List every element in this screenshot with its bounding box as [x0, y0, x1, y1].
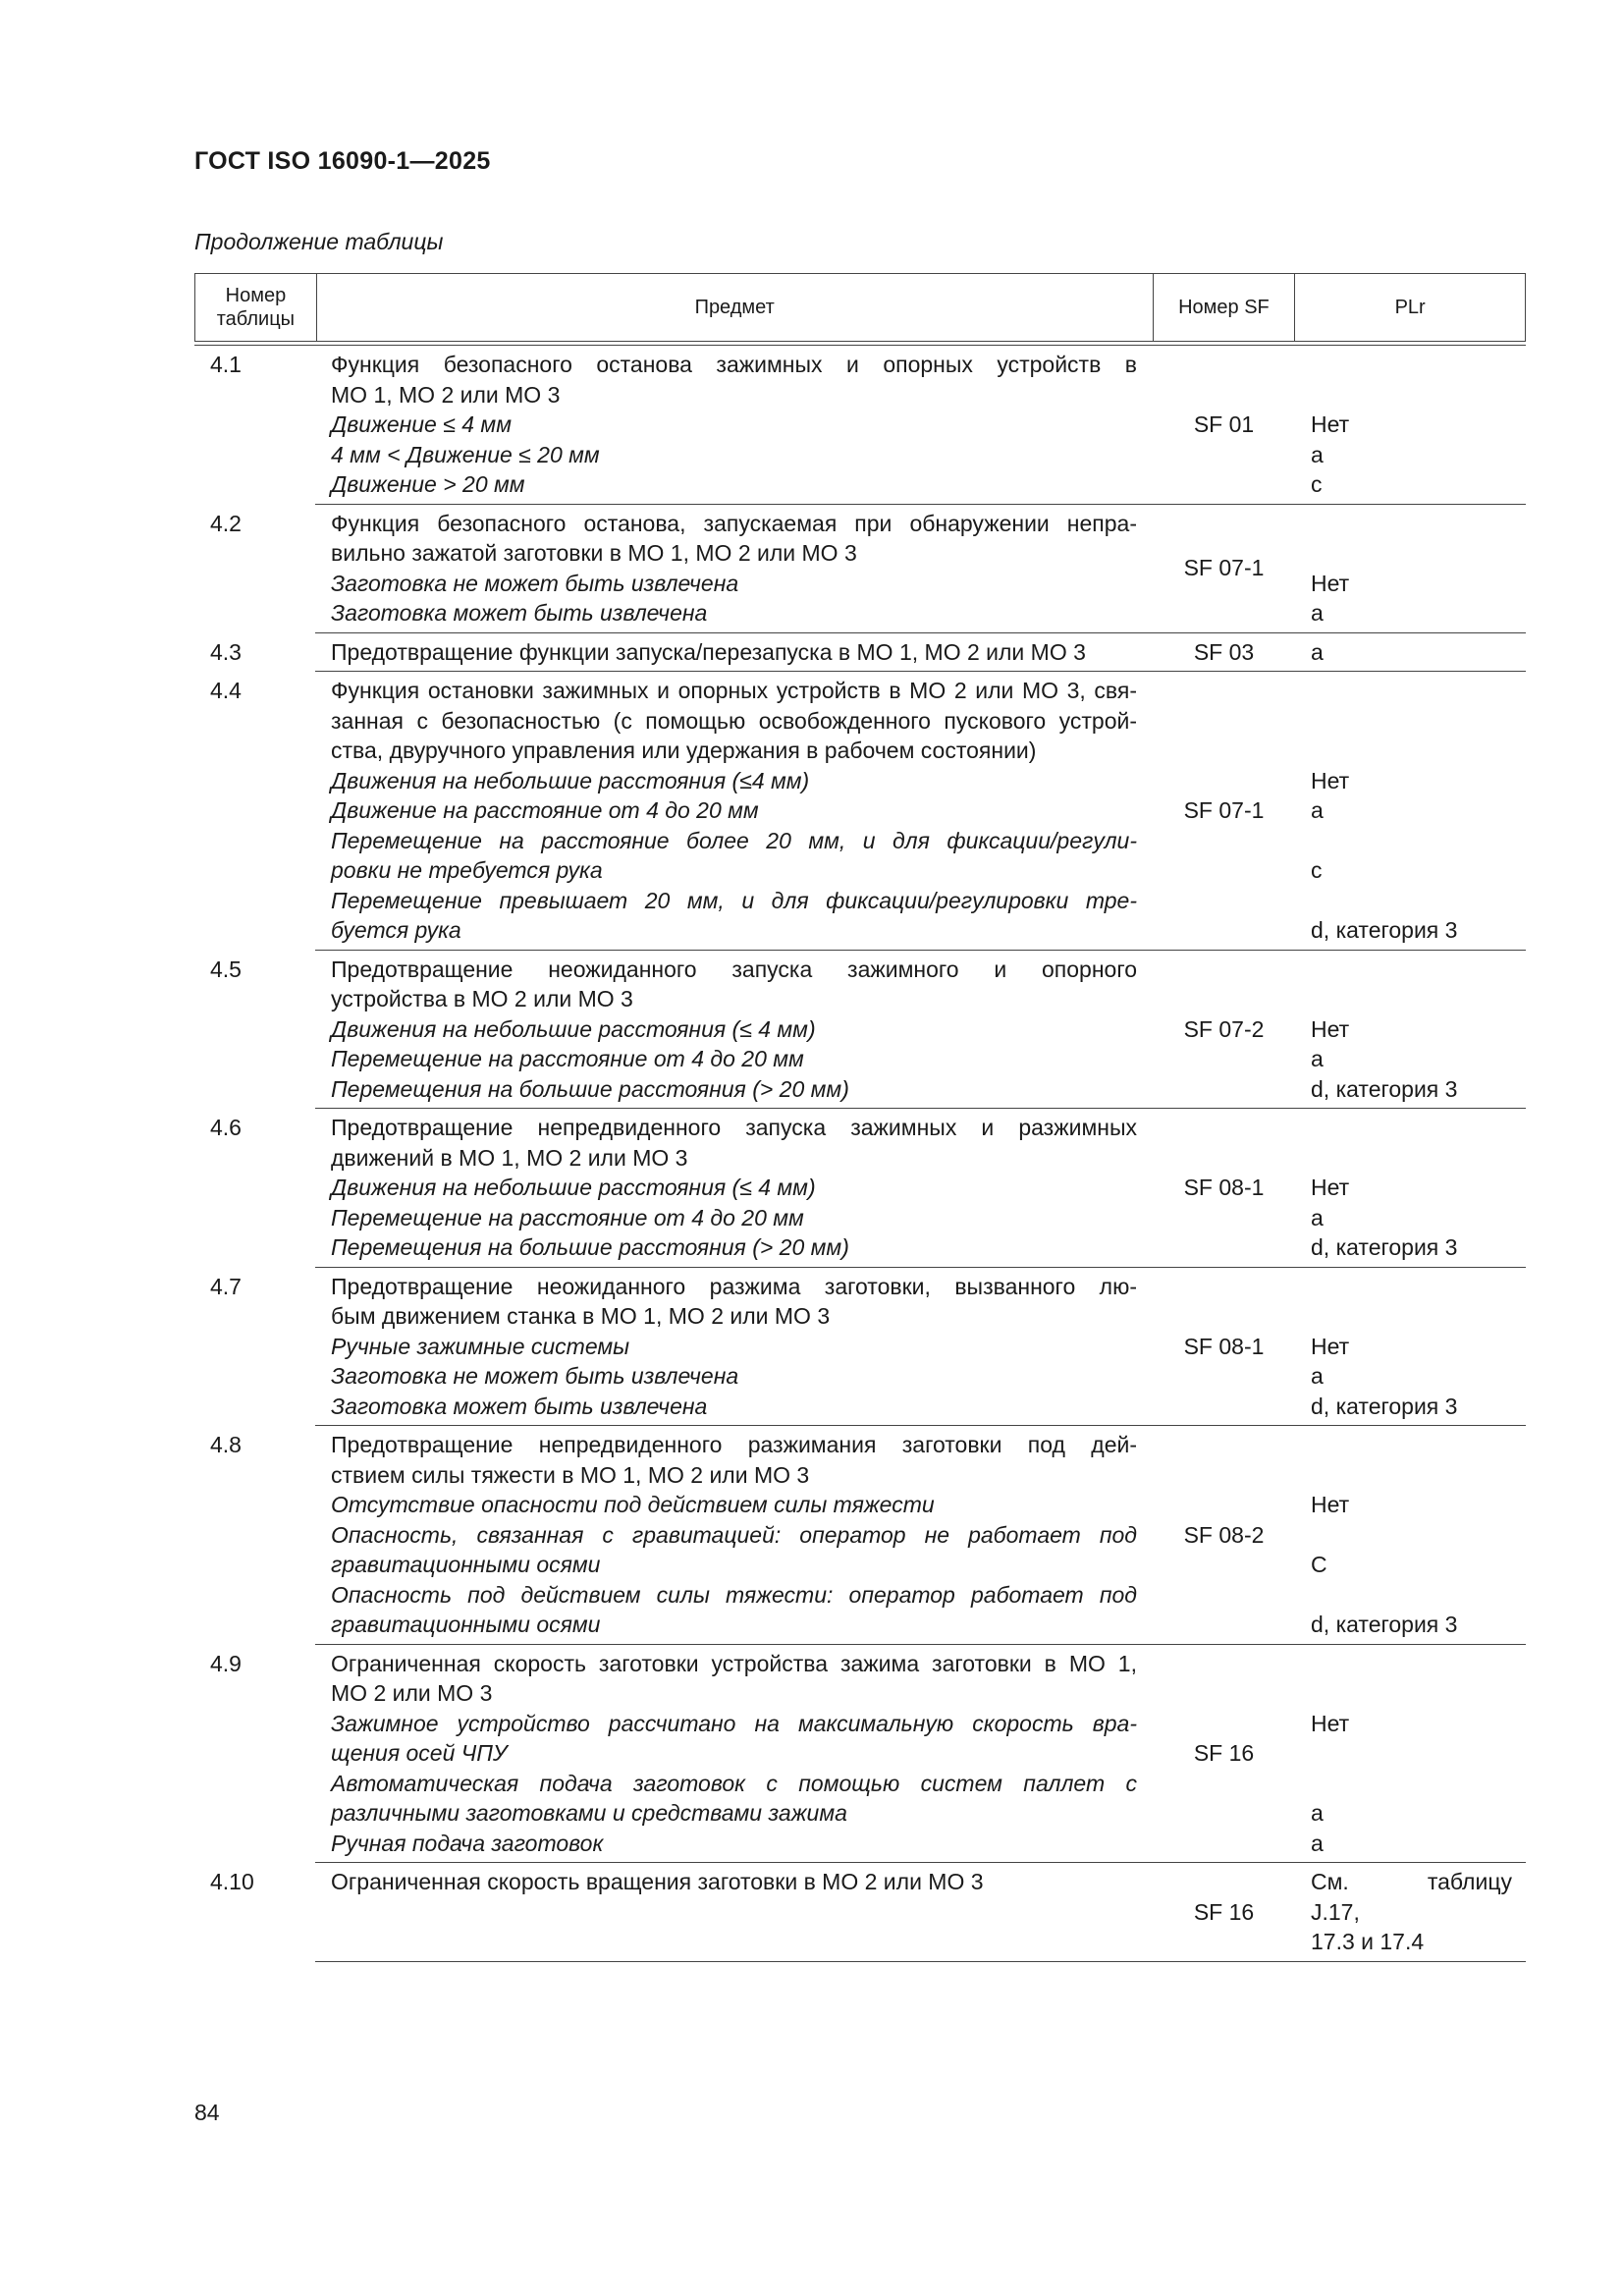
subject-line: Ограниченная скорость вращения заготовки в МО 2 или МО 3: [331, 1869, 984, 1894]
plr-value: [1311, 706, 1512, 737]
plr-value: См. таблицу: [1311, 1869, 1512, 1894]
subject-line: 4 мм < Движение ≤ 20 мм: [331, 441, 600, 467]
subject-line: Перемещение на расстояние от 4 до 20 мм: [331, 1204, 804, 1230]
table-row: [194, 633, 1526, 673]
subject-line: Предотвращение неожиданного разжима заготовки, вызванного лю-: [331, 1273, 1137, 1299]
plr-value: Нет: [1311, 1333, 1350, 1359]
plr-value: [1311, 886, 1512, 916]
plr-value: [1311, 1460, 1512, 1491]
plr-value: [1311, 538, 1512, 569]
subject-line: движений в МО 1, МО 2 или МО 3: [331, 1144, 688, 1171]
subject-line: Ручные зажимные системы: [331, 1333, 630, 1359]
plr-value: Нет: [1311, 411, 1350, 437]
subject-line: ствием силы тяжести в МО 1, МО 2 или МО 3: [331, 1461, 810, 1488]
subject-line: Движения на небольшие расстояния (≤ 4 мм): [331, 1175, 816, 1200]
subject-line: Предотвращение непредвиденного запуска зажимных и разжимных: [331, 1115, 1137, 1140]
plr-value: [1311, 1649, 1512, 1679]
subject-line: Зажимное устройство рассчитано на максимальную скорость вра-: [331, 1710, 1137, 1736]
row-plr: [1295, 955, 1526, 1105]
sf-number-text: SF 16: [1193, 1898, 1255, 1925]
subject-line: МО 2 или МО 3: [331, 1680, 493, 1706]
table-row: [194, 1863, 1526, 1962]
row-sf-number: [1153, 509, 1295, 629]
subject-line: вильно зажатой заготовки в МО 1, МО 2 или МО 3: [331, 540, 857, 566]
subject-line: Функция безопасного останова, запускаемая при обнаружении непра-: [331, 510, 1137, 536]
subject-line: Перемещения на большие расстояния (> 20 мм): [331, 1234, 849, 1260]
plr-value: [1311, 1520, 1512, 1551]
row-body: [315, 951, 1526, 1110]
sf-number-text: SF 08-2: [1183, 1521, 1265, 1548]
row-subject: [315, 1649, 1153, 1859]
row-body: [315, 1268, 1526, 1427]
subject-line: ровки не требуется рука: [331, 857, 603, 883]
row-body: [315, 1863, 1526, 1962]
row-sf-number: [1153, 1113, 1295, 1263]
row-sf-number: [1153, 676, 1295, 946]
row-sf-number: [1153, 1649, 1295, 1859]
plr-value: J.17,: [1311, 1898, 1360, 1925]
row-subject: [315, 509, 1153, 629]
plr-value: [1311, 676, 1512, 706]
subject-line: бым движением станка в МО 1, МО 2 или МО 3: [331, 1303, 831, 1329]
subject-line: Предотвращение неожиданного запуска зажимного и опорного: [331, 956, 1137, 982]
table-row: [194, 505, 1526, 633]
row-sf-number: [1153, 637, 1295, 668]
plr-value: a: [1311, 1363, 1324, 1389]
plr-value: [1311, 1143, 1512, 1174]
row-body: [315, 633, 1526, 673]
plr-value: [1311, 1272, 1512, 1302]
row-plr: [1295, 676, 1526, 946]
row-subject: [315, 1867, 1153, 1957]
subject-line: [331, 1897, 1137, 1928]
row-subject: [315, 676, 1153, 946]
subject-line: Автоматическая подача заготовок с помощью систем паллет с: [331, 1770, 1137, 1796]
table-row: [194, 672, 1526, 951]
subject-line: Отсутствие опасности под действием силы тяжести: [331, 1492, 935, 1517]
plr-value: Нет: [1311, 1710, 1350, 1736]
row-body: [315, 1645, 1526, 1864]
row-subject: [315, 955, 1153, 1105]
table-header-row: [194, 273, 1526, 342]
row-subject: [315, 350, 1153, 500]
subject-line: Движения на небольшие расстояния (≤ 4 мм): [331, 1015, 816, 1042]
plr-value: a: [1311, 638, 1324, 665]
subject-line: Перемещение на расстояние более 20 мм, и для фиксации/регули-: [331, 827, 1137, 853]
row-sf-number: [1153, 350, 1295, 500]
row-table-number: 4.3: [210, 638, 242, 665]
plr-value: a: [1311, 1830, 1324, 1856]
safety-functions-table: [194, 273, 1526, 1962]
sf-number-text: SF 07-1: [1183, 797, 1265, 823]
subject-line: Перемещения на большие расстояния (> 20 мм): [331, 1075, 849, 1102]
plr-value: c: [1311, 857, 1323, 883]
row-plr: [1295, 509, 1526, 629]
plr-value: [1311, 1678, 1512, 1709]
subject-line: Заготовка может быть извлечена: [331, 600, 708, 626]
subject-line: щения осей ЧПУ: [331, 1740, 508, 1766]
subject-line: занная с безопасностью (с помощью освобожденного пускового устрой-: [331, 707, 1137, 734]
plr-value: [1311, 1113, 1512, 1143]
subject-line: ства, двуручного управления или удержания в рабочем состоянии): [331, 738, 1037, 763]
row-body: [315, 1109, 1526, 1268]
row-plr: [1295, 1430, 1526, 1640]
plr-value: Нет: [1311, 1492, 1350, 1517]
header-subject: Предмет: [316, 274, 1153, 341]
subject-line: Заготовка может быть извлечена: [331, 1393, 708, 1419]
row-table-number: 4.5: [210, 956, 242, 982]
subject-line: гравитационными осями: [331, 1552, 601, 1577]
subject-line: Движение > 20 мм: [331, 471, 525, 497]
row-body: [315, 672, 1526, 951]
row-sf-number: [1153, 1867, 1295, 1957]
plr-value: [1311, 1738, 1512, 1769]
subject-line: Функция безопасного останова зажимных и опорных устройств в: [331, 352, 1137, 377]
row-body: [315, 505, 1526, 633]
row-plr: [1295, 1649, 1526, 1859]
plr-value: [1311, 1301, 1512, 1332]
plr-value: Нет: [1311, 1015, 1350, 1042]
subject-line: Движения на небольшие расстояния (≤4 мм): [331, 767, 810, 793]
row-plr: [1295, 637, 1526, 668]
row-plr: [1295, 1113, 1526, 1263]
subject-line: Заготовка не может быть извлечена: [331, 570, 739, 596]
table-continuation-label: Продолжение таблицы: [194, 229, 444, 254]
row-sf-number: [1153, 1272, 1295, 1422]
plr-value: [1311, 1769, 1512, 1799]
plr-value: d, категория 3: [1311, 917, 1458, 943]
subject-line: Заготовка не может быть извлечена: [331, 1363, 739, 1389]
subject-line: Ручная подача заготовок: [331, 1830, 604, 1856]
table-row: [194, 1426, 1526, 1645]
plr-value: [1311, 826, 1512, 856]
row-body: [315, 346, 1526, 505]
row-body: [315, 1426, 1526, 1645]
subject-line: Ограниченная скорость заготовки устройства зажима заготовки в МО 1,: [331, 1650, 1137, 1676]
sf-number-text: SF 07-1: [1183, 555, 1265, 581]
plr-value: a: [1311, 1800, 1324, 1826]
row-subject: [315, 1430, 1153, 1640]
plr-value: Нет: [1311, 570, 1350, 596]
plr-value: C: [1311, 1552, 1327, 1577]
subject-line: устройства в МО 2 или МО 3: [331, 986, 633, 1011]
plr-value: [1311, 1580, 1512, 1611]
table-body: [194, 346, 1526, 1962]
row-subject: [315, 1272, 1153, 1422]
subject-line: Предотвращение функции запуска/перезапуска в МО 1, МО 2 или МО 3: [331, 638, 1086, 665]
plr-value: Нет: [1311, 767, 1350, 793]
plr-value: [1311, 350, 1512, 380]
row-table-number: 4.8: [210, 1432, 242, 1457]
plr-value: [1311, 380, 1512, 410]
row-table-number: 4.7: [210, 1273, 242, 1299]
row-table-number: 4.9: [210, 1650, 242, 1676]
subject-line: буется рука: [331, 917, 461, 943]
sf-number-text: SF 08-1: [1183, 1333, 1265, 1359]
subject-line: МО 1, МО 2 или МО 3: [331, 381, 561, 408]
sf-number-text: SF 16: [1193, 1740, 1255, 1766]
plr-value: [1311, 1430, 1512, 1460]
subject-line: Движение на расстояние от 4 до 20 мм: [331, 797, 759, 823]
plr-value: 17.3 и 17.4: [1311, 1929, 1425, 1954]
plr-value: c: [1311, 471, 1323, 497]
table-row: [194, 1109, 1526, 1268]
header-sf-number: Номер SF: [1153, 274, 1295, 341]
row-plr: [1295, 1867, 1526, 1957]
subject-line: Функция остановки зажимных и опорных устройств в МО 2 или МО 3, свя-: [331, 678, 1137, 703]
table-row: [194, 1645, 1526, 1864]
row-table-number: 4.6: [210, 1115, 242, 1140]
plr-value: a: [1311, 797, 1324, 823]
page-number: 84: [194, 2100, 220, 2125]
row-sf-number: [1153, 1430, 1295, 1640]
row-sf-number: [1153, 955, 1295, 1105]
plr-value: d, категория 3: [1311, 1393, 1458, 1419]
subject-line: Перемещение превышает 20 мм, и для фиксации/регулировки тре-: [331, 887, 1137, 913]
plr-value: d, категория 3: [1311, 1075, 1458, 1102]
subject-line: Движение ≤ 4 мм: [331, 411, 512, 437]
table-row: [194, 951, 1526, 1110]
row-subject: [315, 637, 1153, 668]
plr-value: [1311, 984, 1512, 1014]
row-table-number: 4.4: [210, 678, 242, 703]
subject-line: [331, 1927, 1137, 1957]
subject-line: Опасность, связанная с гравитацией: оператор не работает под: [331, 1521, 1137, 1548]
subject-line: различными заготовками и средствами зажима: [331, 1800, 847, 1826]
header-table-number: Номер таблицы: [216, 285, 296, 330]
plr-value: a: [1311, 1046, 1324, 1071]
subject-line: Перемещение на расстояние от 4 до 20 мм: [331, 1046, 804, 1071]
table-row: [194, 346, 1526, 505]
plr-value: [1311, 955, 1512, 985]
plr-value: a: [1311, 1204, 1324, 1230]
plr-value: a: [1311, 600, 1324, 626]
sf-number-text: SF 01: [1193, 411, 1255, 437]
plr-value: [1311, 736, 1512, 766]
sf-number-text: SF 03: [1193, 638, 1255, 665]
plr-value: d, категория 3: [1311, 1234, 1458, 1260]
row-subject: [315, 1113, 1153, 1263]
row-table-number: 4.1: [210, 352, 242, 377]
subject-line: Опасность под действием силы тяжести: оператор работает под: [331, 1581, 1137, 1608]
plr-value: Нет: [1311, 1175, 1350, 1200]
row-table-number: 4.2: [210, 510, 242, 536]
row-plr: [1295, 350, 1526, 500]
subject-line: Предотвращение непредвиденного разжимания заготовки под дей-: [331, 1432, 1137, 1457]
plr-value: a: [1311, 441, 1324, 467]
sf-number-text: SF 08-1: [1183, 1175, 1265, 1200]
header-plr: PLr: [1294, 274, 1525, 341]
row-table-number: 4.10: [210, 1869, 254, 1894]
plr-value: d, категория 3: [1311, 1612, 1458, 1637]
document-header: ГОСТ ISO 16090-1—2025: [194, 147, 491, 175]
table-row: [194, 1268, 1526, 1427]
sf-number-text: SF 07-2: [1183, 1015, 1265, 1042]
subject-line: гравитационными осями: [331, 1612, 601, 1637]
plr-value: [1311, 509, 1512, 539]
row-plr: [1295, 1272, 1526, 1422]
